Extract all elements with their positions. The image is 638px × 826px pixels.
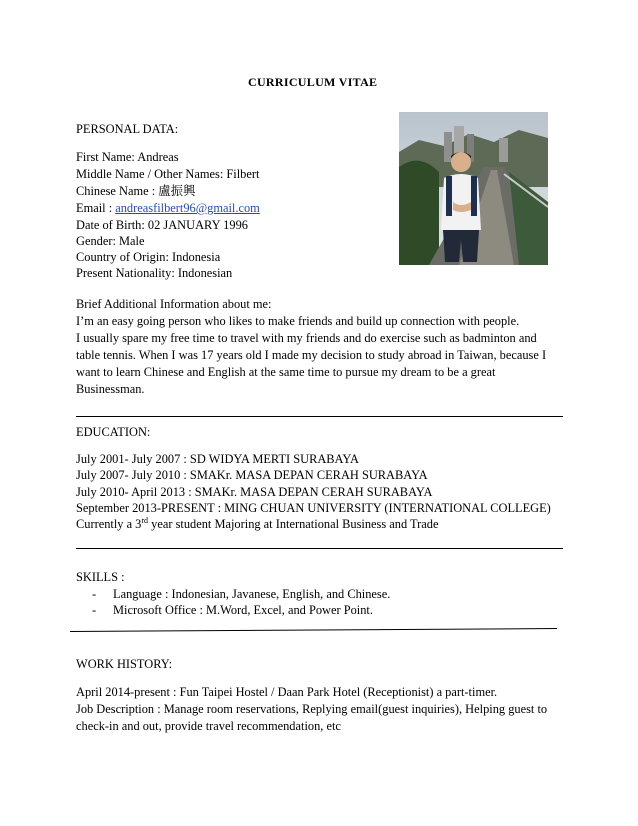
email-label: Email : (76, 201, 116, 215)
email-link[interactable]: andreasfilbert96@gmail.com (115, 201, 260, 215)
date-of-birth: Date of Birth: 02 JANUARY 1996 (76, 218, 248, 232)
country-of-origin: Country of Origin: Indonesia (76, 250, 221, 264)
current-study-line (76, 516, 439, 532)
page-title: CURRICULUM VITAE (248, 75, 378, 89)
section-divider (76, 416, 563, 417)
work-history-heading: WORK HISTORY: (76, 657, 173, 671)
email-line (76, 200, 260, 216)
personal-data-heading: PERSONAL DATA: (76, 122, 179, 136)
profile-photo (399, 112, 548, 265)
gender: Gender: Male (76, 234, 145, 248)
brief-line: table tennis. When I was 17 years old I made my decision to study abroad in Taiwan, because I (76, 348, 547, 362)
ordinal-suffix: rd (141, 516, 149, 525)
brief-info-heading: Brief Additional Information about me: (76, 297, 272, 311)
education-line: July 2001- July 2007 : SD WIDYA MERTI SURABAYA (76, 452, 359, 466)
brief-line: I’m an easy going person who likes to make friends and build up connection with people. (76, 314, 520, 328)
education-line: July 2007- July 2010 : SMAKr. MASA DEPAN CERAH SURABAYA (76, 468, 428, 482)
skills-heading: SKILLS : (76, 570, 125, 584)
section-divider (70, 628, 557, 632)
chinese-name: Chinese Name : 盧振興 (76, 184, 196, 198)
current-study-pre: Currently a 3 (76, 517, 142, 531)
education-line: July 2010- April 2013 : SMAKr. MASA DEPAN CERAH SURABAYA (76, 485, 433, 499)
skill-item: Microsoft Office : M.Word, Excel, and Power Point. (113, 603, 373, 617)
brief-line: Businessman. (76, 382, 145, 396)
middle-name: Middle Name / Other Names: Filbert (76, 167, 260, 181)
skill-bullet: - (92, 587, 97, 601)
section-divider (76, 548, 563, 549)
education-line: September 2013-PRESENT : MING CHUAN UNIVERSITY (INTERNATIONAL COLLEGE) (76, 501, 551, 515)
skill-bullet: - (92, 603, 97, 617)
current-study-post: year student Majoring at International Business and Trade (148, 517, 439, 531)
present-nationality: Present Nationality: Indonesian (76, 266, 233, 280)
first-name: First Name: Andreas (76, 150, 179, 164)
brief-line: I usually spare my free time to travel with my friends and do exercise such as badminton and (76, 331, 537, 345)
work-line: April 2014-present : Fun Taipei Hostel / Daan Park Hotel (Receptionist) a part-timer. (76, 685, 498, 699)
work-line: check-in and out, provide travel recommendation, etc (76, 719, 341, 733)
brief-line: want to learn Chinese and English at the same time to pursue my dream to be a great (76, 365, 496, 379)
education-heading: EDUCATION: (76, 425, 151, 439)
skill-item: Language : Indonesian, Javanese, English, and Chinese. (113, 587, 391, 601)
work-line: Job Description : Manage room reservations, Replying email(guest inquiries), Helping guest to (76, 702, 548, 716)
